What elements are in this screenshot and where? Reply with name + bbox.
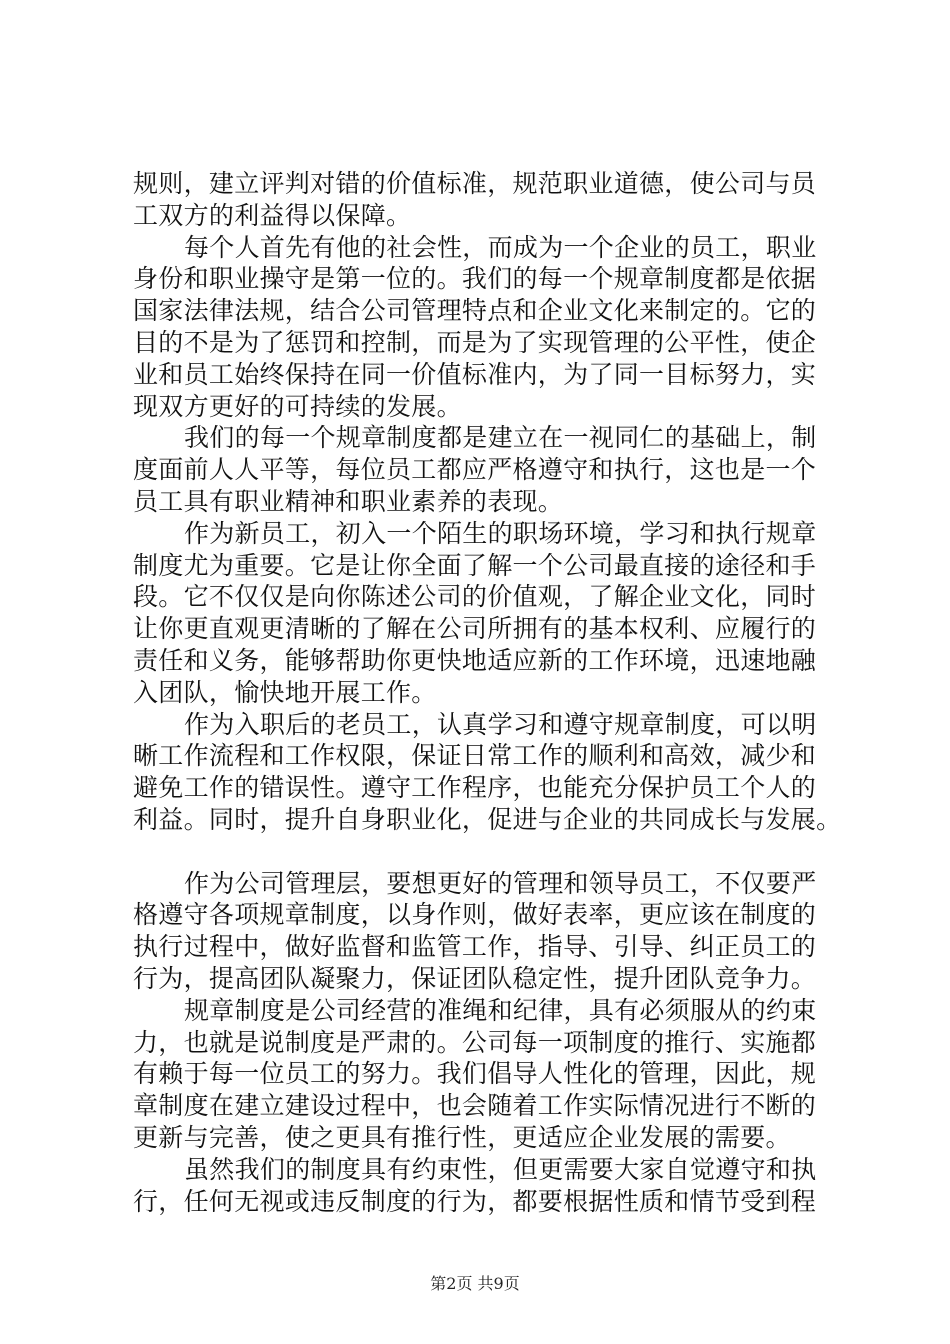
text-line: 让你更直观更清晰的了解在公司所拥有的基本权利、应履行的 — [133, 614, 817, 644]
text-line: 格遵守各项规章制度，以身作则，做好表率，更应该在制度的 — [133, 900, 817, 930]
text-line: 国家法律法规，结合公司管理特点和企业文化来制定的。它的 — [133, 296, 817, 326]
text-line: 章制度在建立建设过程中，也会随着工作实际情况进行不断的 — [133, 1091, 817, 1121]
text-line: 身份和职业操守是第一位的。我们的每一个规章制度都是依据 — [133, 264, 817, 294]
text-line: 入团队，愉快地开展工作。 — [133, 677, 437, 707]
text-line: 晰工作流程和工作权限，保证日常工作的顺利和高效，减少和 — [133, 741, 817, 771]
text-line: 目的不是为了惩罚和控制，而是为了实现管理的公平性，使企 — [133, 327, 817, 357]
text-line: 制度尤为重要。它是让你全面了解一个公司最直接的途径和手 — [133, 550, 817, 580]
text-line: 有赖于每一位员工的努力。我们倡导人性化的管理，因此，规 — [133, 1059, 817, 1089]
text-line: 现双方更好的可持续的发展。 — [133, 391, 462, 421]
text-line: 虽然我们的制度具有约束性，但更需要大家自觉遵守和执 — [184, 1154, 817, 1184]
text-line: 业和员工始终保持在同一价值标准内，为了同一目标努力，实 — [133, 359, 817, 389]
text-line: 力，也就是说制度是严肃的。公司每一项制度的推行、实施都 — [133, 1027, 817, 1057]
text-line: 规则，建立评判对错的价值标准，规范职业道德，使公司与员 — [133, 169, 817, 198]
page-footer: 第2页 共9页 — [430, 1274, 520, 1293]
text-line: 段。它不仅仅是向你陈述公司的价值观，了解企业文化，同时 — [133, 582, 817, 612]
text-line: 行为，提高团队凝聚力，保证团队稳定性，提升团队竞争力。 — [133, 963, 817, 993]
text-line: 作为新员工，初入一个陌生的职场环境，学习和执行规章 — [184, 518, 817, 548]
text-line: 工双方的利益得以保障。 — [133, 200, 412, 230]
text-line: 利益。同时，提升自身职业化，促进与企业的共同成长与发展。 — [133, 804, 842, 834]
text-line: 员工具有职业精神和职业素养的表现。 — [133, 486, 564, 516]
text-line: 避免工作的错误性。遵守工作程序，也能充分保护员工个人的 — [133, 773, 817, 803]
text-line: 每个人首先有他的社会性，而成为一个企业的员工，职业 — [184, 232, 817, 262]
text-line: 作为入职后的老员工，认真学习和遵守规章制度，可以明 — [184, 709, 817, 739]
paragraph-gap — [133, 836, 833, 868]
text-line: 执行过程中，做好监督和监管工作，指导、引导、纠正员工的 — [133, 932, 817, 962]
text-line: 规章制度是公司经营的准绳和纪律，具有必须服从的约束 — [184, 995, 817, 1025]
document-body — [133, 168, 842, 1217]
text-line: 作为公司管理层，要想更好的管理和领导员工，不仅要严 — [184, 868, 817, 898]
text-line: 度面前人人平等，每位员工都应严格遵守和执行，这也是一个 — [133, 455, 817, 485]
text-line: 更新与完善，使之更具有推行性，更适应企业发展的需要。 — [133, 1122, 791, 1152]
text-line: 行，任何无视或违反制度的行为，都要根据性质和情节受到程 — [133, 1186, 817, 1216]
text-line: 责任和义务，能够帮助你更快地适应新的工作环境，迅速地融 — [133, 645, 817, 675]
text-line: 我们的每一个规章制度都是建立在一视同仁的基础上，制 — [184, 423, 817, 453]
